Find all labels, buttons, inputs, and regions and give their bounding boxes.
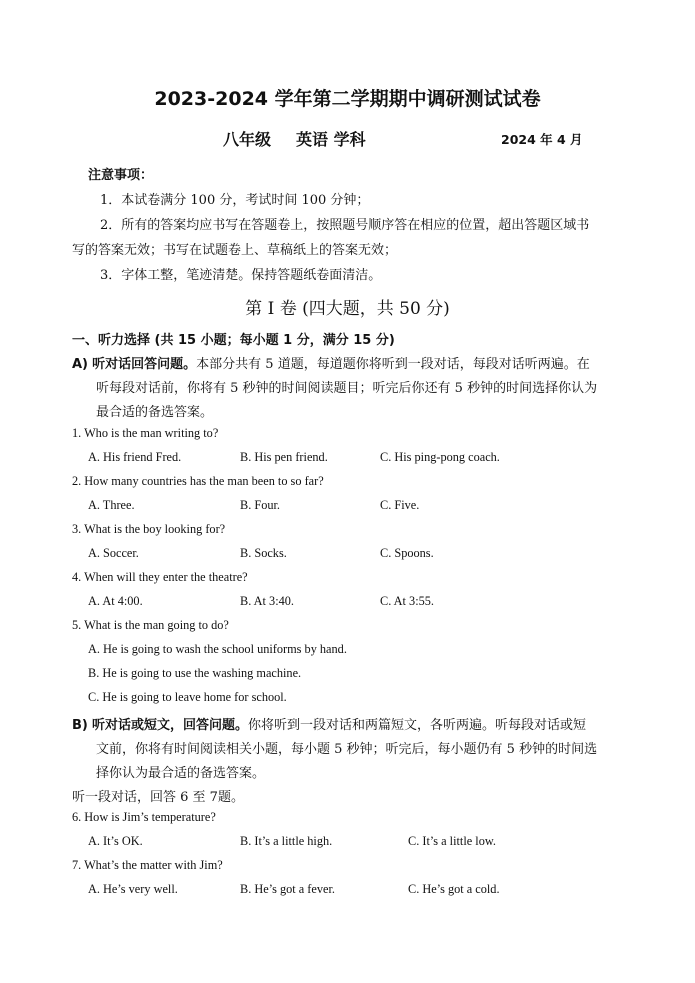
question-7: 7. What’s the matter with Jim? [72,858,223,872]
q3-option-c: C. Spoons. [380,546,434,560]
q5-option-a: A. He is going to wash the school uniforms by hand. [88,642,347,656]
exam-date: 2024 年 4 月 [501,132,583,147]
q4-option-a: A. At 4:00. [88,594,143,608]
section-b-label: B) [72,718,88,733]
note-item-2-line2: 写的答案无效；书写在试题卷上、草稿纸上的答案无效； [72,243,398,258]
q1-option-c: C. His ping-pong coach. [380,450,500,464]
q1-option-b: B. His pen friend. [240,450,328,464]
section-b-lead: 听对话或短文，回答问题。 [92,718,249,733]
q2-option-b: B. Four. [240,498,280,512]
q5-option-c: C. He is going to leave home for school. [88,690,287,704]
q2-option-a: A. Three. [88,498,135,512]
q6-option-a: A. It’s OK. [88,834,143,848]
q2-option-c: C. Five. [380,498,420,512]
section-a-line3: 最合适的备选答案。 [96,405,214,420]
question-5: 5. What is the man going to do? [72,618,229,632]
section-a-line1 [72,353,590,372]
question-1: 1. Who is the man writing to? [72,426,219,440]
question-3: 3. What is the boy looking for? [72,522,226,536]
q4-option-b: B. At 3:40. [240,594,294,608]
listening-section-heading: 一、听力选择 (共 15 小题；每小题 1 分，满分 15 分) [72,333,395,348]
q4-option-c: C. At 3:55. [380,594,434,608]
note-item-2-line1: 2．所有的答案均应书写在答题卷上，按照题号顺序答在相应的位置，超出答题区域书 [100,218,590,233]
notes-heading: 注意事项： [88,168,154,183]
part-one-title: 第 I 卷 (四大题，共 50 分) [245,299,450,319]
question-6: 6. How is Jim’s temperature? [72,810,216,824]
q7-option-a: A. He’s very well. [88,882,178,896]
exam-title: 2023-2024 学年第二学期期中调研测试试卷 [154,88,541,110]
q6-option-b: B. It’s a little high. [240,834,333,848]
section-a-label: A) [72,357,89,372]
subject-label: 英语 学科 [296,130,366,149]
section-b-line2: 文前，你将有时间阅读相关小题，每小题 5 秒钟；听完后，每小题仍有 5 秒钟的时间选 [96,742,598,757]
q5-option-b: B. He is going to use the washing machine. [88,666,302,680]
section-b-text: 你将听到一段对话和两篇短文，各听两遍。听每段对话或短 [248,718,587,733]
q3-option-a: A. Soccer. [88,546,139,560]
note-item-1: 1．本试卷满分 100 分，考试时间 100 分钟； [100,193,370,208]
section-a-line2: 听每段对话前，你将有 5 秒钟的时间阅读题目；听完后你还有 5 秒钟的时间选择你认为 [96,381,598,396]
note-item-3: 3．字体工整，笔迹清楚。保持答题纸卷面清洁。 [100,268,382,283]
section-a-text: 本部分共有 5 道题，每道题你将听到一段对话，每段对话听两遍。在 [196,357,590,372]
question-2: 2. How many countries has the man been to so far? [72,474,324,488]
q7-option-c: C. He’s got a cold. [408,882,500,896]
q7-option-b: B. He’s got a fever. [240,882,335,896]
grade-label: 八年级 [223,130,272,149]
q6-option-c: C. It’s a little low. [408,834,497,848]
section-b-line1 [72,714,586,733]
section-b-line3: 择你认为最合适的备选答案。 [96,766,266,781]
q3-option-b: B. Socks. [240,546,287,560]
question-4: 4. When will they enter the theatre? [72,570,248,584]
section-a-lead: 听对话回答问题。 [92,357,197,372]
q1-option-a: A. His friend Fred. [88,450,182,464]
dialogue-intro: 听一段对话，回答 6 至 7题。 [72,790,244,805]
